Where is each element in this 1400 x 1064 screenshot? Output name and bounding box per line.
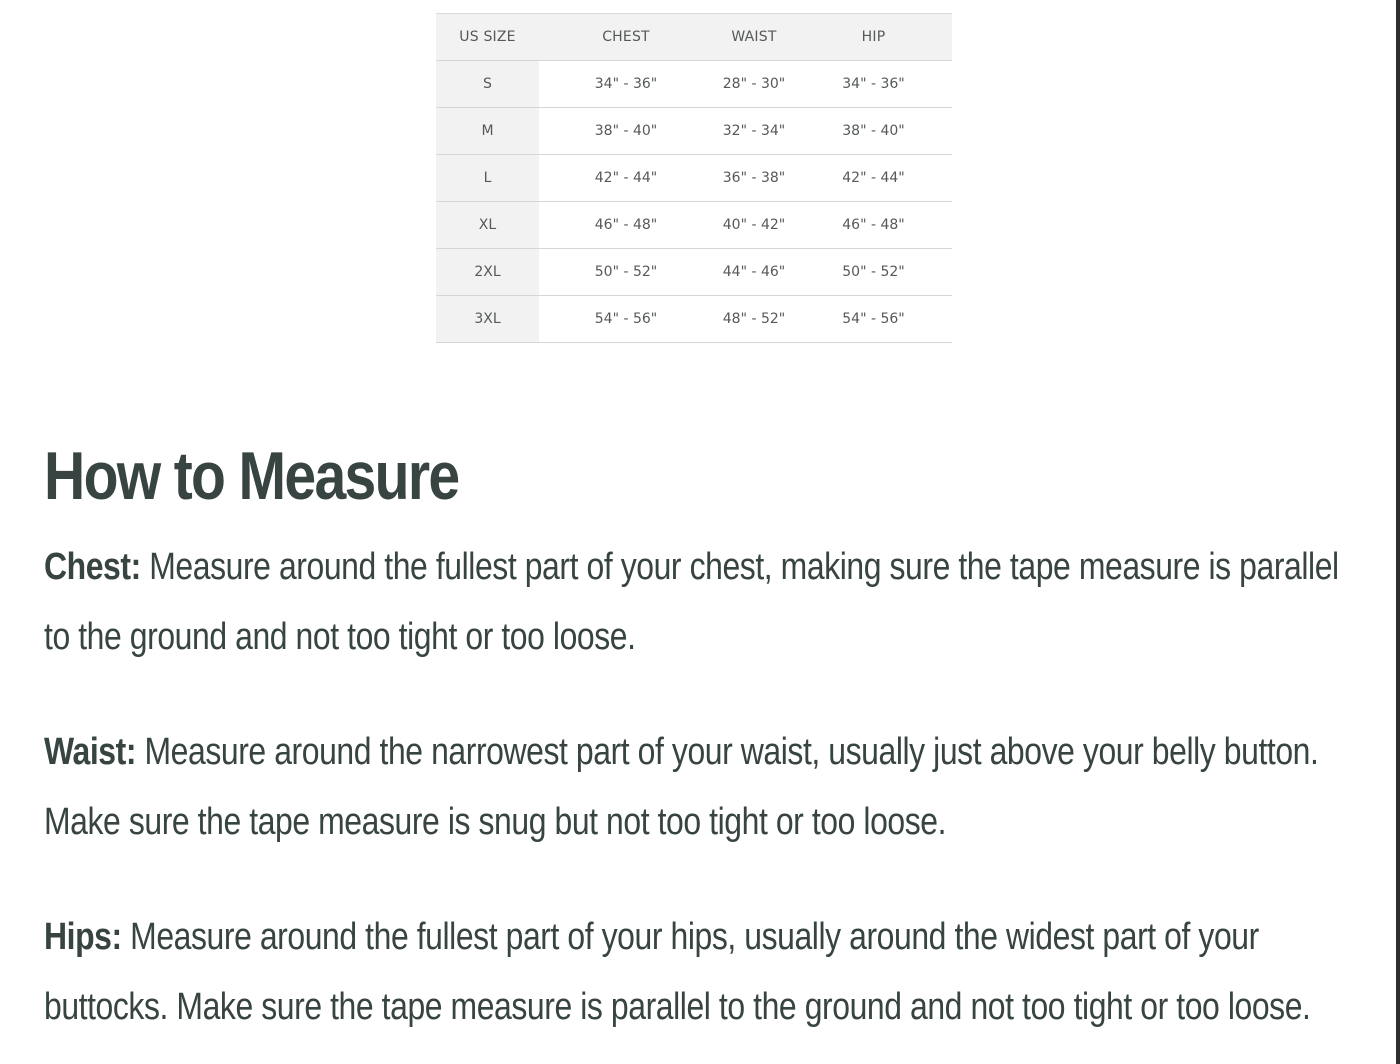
hip-cell: 46" - 48" [795, 202, 952, 249]
chest-cell: 38" - 40" [539, 108, 713, 155]
waist-instruction [44, 717, 1354, 857]
waist-cell: 28" - 30" [713, 61, 795, 108]
hip-cell: 50" - 52" [795, 249, 952, 296]
how-to-measure-section [44, 430, 1354, 1064]
hips-instruction [44, 902, 1354, 1042]
header-waist: WAIST [713, 14, 795, 61]
size-cell: S [436, 61, 539, 108]
size-cell: L [436, 155, 539, 202]
chest-cell: 34" - 36" [539, 61, 713, 108]
section-heading: How to Measure [44, 438, 459, 514]
size-cell: XL [436, 202, 539, 249]
waist-cell: 36" - 38" [713, 155, 795, 202]
waist-description: Measure around the narrowest part of your waist, usually just above your belly button. Make sure the tape measure is snug but not too tight or too loose. [44, 731, 1319, 843]
hips-instruction-text [44, 902, 1354, 1042]
table-row [436, 61, 952, 108]
scrollbar-edge[interactable] [1396, 0, 1400, 1064]
chest-instruction [44, 532, 1354, 672]
table-row [436, 202, 952, 249]
waist-cell: 48" - 52" [713, 296, 795, 343]
hip-cell: 34" - 36" [795, 61, 952, 108]
hips-label: Hips: [44, 916, 122, 958]
chest-description: Measure around the fullest part of your chest, making sure the tape measure is parallel to the ground and not too tight or too loose. [44, 546, 1339, 658]
hip-cell: 38" - 40" [795, 108, 952, 155]
chest-cell: 46" - 48" [539, 202, 713, 249]
size-cell: 3XL [436, 296, 539, 343]
hip-cell: 54" - 56" [795, 296, 952, 343]
header-us-size: US SIZE [436, 14, 539, 61]
hip-cell: 42" - 44" [795, 155, 952, 202]
waist-label: Waist: [44, 731, 137, 773]
table-row [436, 155, 952, 202]
size-chart-table [436, 13, 952, 343]
size-cell: M [436, 108, 539, 155]
waist-instruction-text [44, 717, 1354, 857]
waist-cell: 44" - 46" [713, 249, 795, 296]
header-hip: HIP [795, 14, 952, 61]
header-chest: CHEST [539, 14, 713, 61]
table-row [436, 249, 952, 296]
chest-cell: 50" - 52" [539, 249, 713, 296]
chest-cell: 42" - 44" [539, 155, 713, 202]
table-row [436, 108, 952, 155]
chest-cell: 54" - 56" [539, 296, 713, 343]
waist-cell: 40" - 42" [713, 202, 795, 249]
chest-instruction-text [44, 532, 1354, 672]
chest-label: Chest: [44, 546, 141, 588]
table-row [436, 296, 952, 343]
size-cell: 2XL [436, 249, 539, 296]
waist-cell: 32" - 34" [713, 108, 795, 155]
table-header-row [436, 14, 952, 61]
hips-description: Measure around the fullest part of your hips, usually around the widest part of your buttocks. Make sure the tape measure is parallel to the ground and not too tight or too loose. [44, 916, 1311, 1028]
